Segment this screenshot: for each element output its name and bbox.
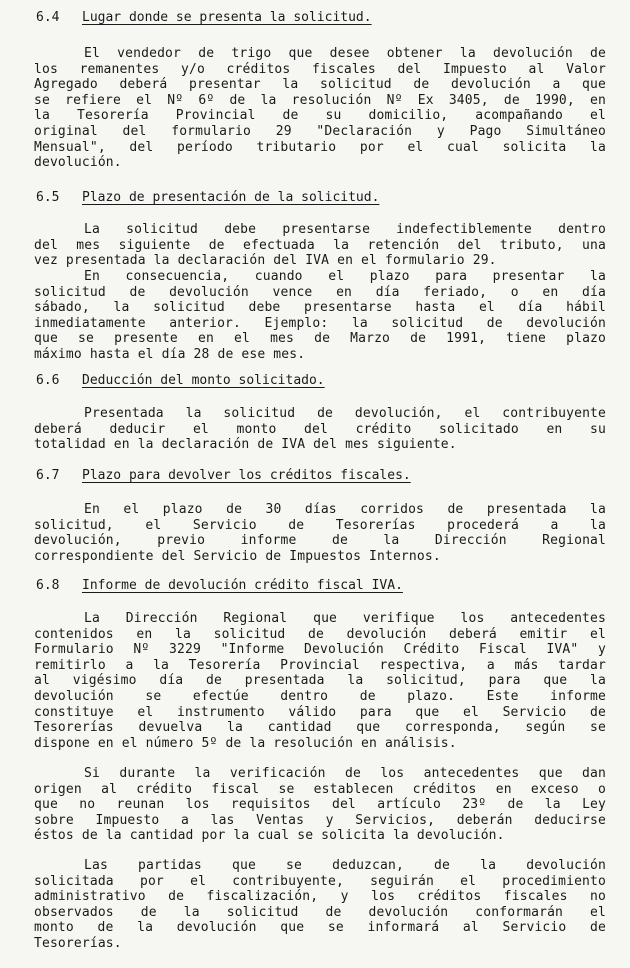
text-line: totalidad en la declaración de IVA del mes siguiente. bbox=[34, 437, 457, 453]
text-line: los remanentes y/o créditos fiscales del Impuesto al Valor bbox=[34, 61, 606, 77]
paragraph-6-6-1 bbox=[34, 406, 606, 453]
section-number: 6.4 bbox=[36, 10, 60, 25]
text-line: devolución se efectúe dentro de plazo. Este informe bbox=[34, 688, 606, 704]
text-line: El vendedor de trigo que desee obtener la devolución de bbox=[84, 46, 606, 61]
text-line: contenidos en la solicitud de devolución deberá emitir el bbox=[34, 626, 606, 642]
text-line: deberá deducir el monto del crédito solicitado en su bbox=[34, 421, 606, 437]
text-line: solicitada por el contribuyente, seguirán el procedimiento bbox=[34, 873, 606, 889]
section-heading-6-7 bbox=[36, 468, 411, 484]
text-line: remitirlo a la Tesorería Provincial respectiva, a más tardar bbox=[34, 657, 606, 673]
text-line: Tesorerías. bbox=[34, 935, 122, 951]
text-line: inmediatamente anterior. Ejemplo: la solicitud de devolución bbox=[34, 315, 606, 331]
section-number: 6.7 bbox=[36, 468, 60, 483]
paragraph-6-4-1 bbox=[34, 46, 606, 171]
paragraph-6-7-1 bbox=[34, 502, 606, 564]
text-line: del mes siguiente de efectuada la retención del tributo, una bbox=[34, 237, 606, 253]
text-line: La Dirección Regional que verifique los antecedentes bbox=[84, 611, 606, 626]
text-line: Tesorerías devuelva la cantidad que corresponda, según se bbox=[34, 720, 606, 736]
text-line: solicitud, el Servicio de Tesorerías procederá a la bbox=[34, 517, 606, 533]
text-line: dispone en el número 5º de la resolución en análisis. bbox=[34, 735, 457, 751]
section-title: Plazo de presentación de la solicitud. bbox=[82, 190, 380, 205]
text-line: se refiere el Nº 6º de la resolución Nº Ex 3405, de 1990, en bbox=[34, 92, 606, 108]
text-line: observados de la solicitud de devolución conformarán el bbox=[34, 904, 606, 920]
text-line: Presentada la solicitud de devolución, el contribuyente bbox=[84, 406, 606, 421]
text-line: Formulario Nº 3229 "Informe Devolución Crédito Fiscal IVA" y bbox=[34, 642, 606, 658]
paragraph-6-8-1 bbox=[34, 611, 606, 751]
text-line: La solicitud debe presentarse indefectiblemente dentro bbox=[84, 222, 606, 237]
text-line: al vigésimo día de presentada la solicitud, para que la bbox=[34, 673, 606, 689]
text-line: constituye el instrumento válido para que el Servicio de bbox=[34, 704, 606, 720]
section-heading-6-8 bbox=[36, 578, 403, 594]
text-line: Agregado deberá presentar la solicitud de devolución a que bbox=[34, 77, 606, 93]
text-line: En el plazo de 30 días corridos de presentada la bbox=[84, 502, 606, 517]
section-heading-6-6 bbox=[36, 373, 325, 389]
text-line: que se presente en el mes de Marzo de 1991, tiene plazo bbox=[34, 331, 606, 347]
text-line: devolución. bbox=[34, 155, 122, 171]
text-line: En consecuencia, cuando el plazo para presentar la bbox=[84, 269, 606, 284]
text-line: Si durante la verificación de los antecedentes que dan bbox=[84, 766, 606, 781]
text-line: sábado, la solicitud debe presentarse hasta el día hábil bbox=[34, 300, 606, 316]
text-line: monto de la devolución que se informará al Servicio de bbox=[34, 920, 606, 936]
text-line: original del formulario 29 "Declaración y Pago Simultáneo bbox=[34, 123, 606, 139]
section-number: 6.5 bbox=[36, 190, 60, 205]
section-title: Plazo para devolver los créditos fiscales. bbox=[82, 468, 411, 483]
text-line: la Tesorería Provincial de su domicilio, acompañando el bbox=[34, 108, 606, 124]
text-line: que no reunan los requisitos del artículo 23º de la Ley bbox=[34, 797, 606, 813]
section-title: Informe de devolución crédito fiscal IVA. bbox=[82, 578, 403, 593]
text-line: Mensual", del período tributario por el cual solicita la bbox=[34, 139, 606, 155]
section-heading-6-4 bbox=[36, 10, 372, 26]
section-title: Deducción del monto solicitado. bbox=[82, 373, 325, 388]
section-heading-6-5 bbox=[36, 190, 379, 206]
text-line: administrativo de fiscalización, y los créditos fiscales no bbox=[34, 889, 606, 905]
text-line: éstos de la cantidad por la cual se solicita la devolución. bbox=[34, 828, 505, 844]
text-line: correspondiente del Servicio de Impuestos Internos. bbox=[34, 548, 441, 564]
section-number: 6.6 bbox=[36, 373, 60, 388]
section-title: Lugar donde se presenta la solicitud. bbox=[82, 10, 372, 25]
paragraph-6-8-2 bbox=[34, 766, 606, 844]
paragraph-6-8-3 bbox=[34, 858, 606, 952]
section-number: 6.8 bbox=[36, 578, 60, 593]
text-line: solicitud de devolución vence en día feriado, o en día bbox=[34, 284, 606, 300]
text-line: Las partidas que se deduzcan, de la devolución bbox=[84, 858, 606, 873]
text-line: vez presentada la declaración del IVA en el formulario 29. bbox=[34, 253, 497, 269]
paragraph-6-5-2 bbox=[34, 269, 606, 363]
text-line: devolución, previo informe de la Dirección Regional bbox=[34, 533, 606, 549]
text-line: origen al crédito fiscal se establecen créditos en exceso o bbox=[34, 781, 606, 797]
text-line: máximo hasta el día 28 de ese mes. bbox=[34, 346, 306, 362]
text-line: sobre Impuesto a las Ventas y Servicios, deberán deducirse bbox=[34, 812, 606, 828]
paragraph-6-5-1 bbox=[34, 222, 606, 269]
